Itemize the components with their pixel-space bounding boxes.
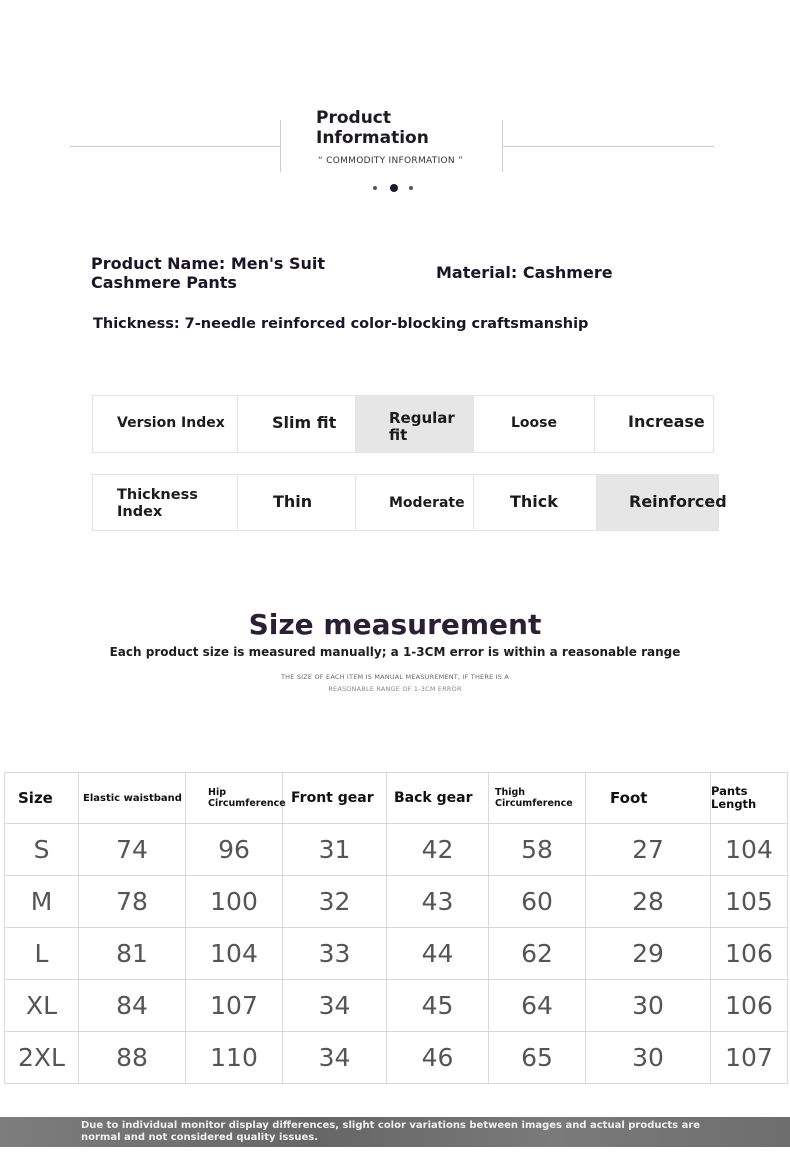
version-option-loose: Loose (473, 396, 595, 452)
section-title: Product Information (316, 108, 429, 148)
header-divider-right (502, 120, 503, 172)
size-row-xl (5, 980, 788, 1032)
thickness-option-thin: Thin (237, 475, 356, 530)
decor-dot-center (390, 184, 398, 192)
thickness-index-table (92, 474, 727, 531)
size-cell: 78 (79, 876, 186, 928)
size-cell: 58 (489, 824, 586, 876)
size-cell: 32 (283, 876, 387, 928)
size-cell: 2XL (5, 1032, 79, 1084)
header-foot: Foot (586, 773, 711, 824)
size-cell: 96 (186, 824, 283, 876)
header-divider-left (280, 120, 281, 172)
header-rule-left (70, 146, 280, 147)
size-row-s (5, 824, 788, 876)
size-cell: 105 (711, 876, 788, 928)
version-index-table (92, 395, 714, 453)
version-index-label: Version Index (117, 415, 225, 431)
size-cell: 28 (586, 876, 711, 928)
size-chart-header-row (5, 773, 788, 824)
size-cell: 43 (387, 876, 489, 928)
size-cell: 107 (711, 1032, 788, 1084)
size-cell: 65 (489, 1032, 586, 1084)
header-hip-circumference: Hip Circumference (186, 773, 283, 824)
size-cell: 45 (387, 980, 489, 1032)
thickness-index-label: Thickness Index (117, 487, 198, 520)
version-option-slim: Slim fit (237, 396, 356, 452)
size-cell: XL (5, 980, 79, 1032)
size-cell: 60 (489, 876, 586, 928)
thickness-option-reinforced: Reinforced (596, 475, 719, 530)
header-back-gear: Back gear (387, 773, 489, 824)
size-cell: 81 (79, 928, 186, 980)
size-cell: 64 (489, 980, 586, 1032)
size-cell: 84 (79, 980, 186, 1032)
size-cell: 107 (186, 980, 283, 1032)
size-cell: 74 (79, 824, 186, 876)
size-cell: L (5, 928, 79, 980)
size-cell: 29 (586, 928, 711, 980)
size-cell: 42 (387, 824, 489, 876)
size-measurement-note-1: THE SIZE OF EACH ITEM IS MANUAL MEASUREMENT, IF THERE IS A (280, 673, 510, 681)
version-option-regular: Regular fit (355, 396, 474, 452)
size-cell: 106 (711, 980, 788, 1032)
size-cell: M (5, 876, 79, 928)
thickness-option-thick: Thick (473, 475, 597, 530)
product-name: Product Name: Men's Suit Cashmere Pants (91, 254, 326, 292)
size-measurement-title: Size measurement (248, 608, 542, 641)
size-cell: 44 (387, 928, 489, 980)
disclaimer-text: Due to individual monitor display differences, slight color variations between images and actual products are normal and not considered quality issues. (81, 1120, 701, 1143)
version-option-increase: Increase (594, 396, 714, 452)
size-cell: 33 (283, 928, 387, 980)
thickness-index-label-cell (93, 475, 237, 530)
size-cell: 104 (711, 824, 788, 876)
section-subtitle: “ COMMODITY INFORMATION ” (318, 156, 464, 166)
size-cell: S (5, 824, 79, 876)
size-cell: 62 (489, 928, 586, 980)
header-elastic-waistband: Elastic waistband (79, 773, 186, 824)
size-cell: 46 (387, 1032, 489, 1084)
size-cell: 31 (283, 824, 387, 876)
thickness-option-moderate: Moderate (355, 475, 474, 530)
header-pants-length: Pants Length (711, 773, 788, 824)
size-cell: 30 (586, 980, 711, 1032)
size-row-l (5, 928, 788, 980)
size-cell: 100 (186, 876, 283, 928)
size-cell: 30 (586, 1032, 711, 1084)
size-chart-table (4, 772, 787, 1082)
decor-dot-left (373, 186, 377, 190)
size-cell: 27 (586, 824, 711, 876)
size-row-2xl (5, 1032, 788, 1084)
size-cell: 34 (283, 1032, 387, 1084)
header-thigh-circumference: Thigh Circumference (489, 773, 586, 824)
size-cell: 34 (283, 980, 387, 1032)
size-cell: 106 (711, 928, 788, 980)
size-measurement-note-2: REASONABLE RANGE OF 1-3CM ERROR (328, 685, 462, 693)
size-row-m (5, 876, 788, 928)
size-cell: 110 (186, 1032, 283, 1084)
header-rule-right (502, 146, 714, 147)
product-thickness: Thickness: 7-needle reinforced color-blocking craftsmanship (93, 316, 589, 332)
size-cell: 88 (79, 1032, 186, 1084)
size-measurement-subtitle: Each product size is measured manually; a 1-3CM error is within a reasonable range (109, 645, 681, 659)
size-cell: 104 (186, 928, 283, 980)
header-front-gear: Front gear (283, 773, 387, 824)
product-material: Material: Cashmere (436, 263, 613, 282)
decor-dot-right (409, 186, 413, 190)
header-size: Size (5, 773, 79, 824)
version-index-label-cell (93, 396, 237, 452)
